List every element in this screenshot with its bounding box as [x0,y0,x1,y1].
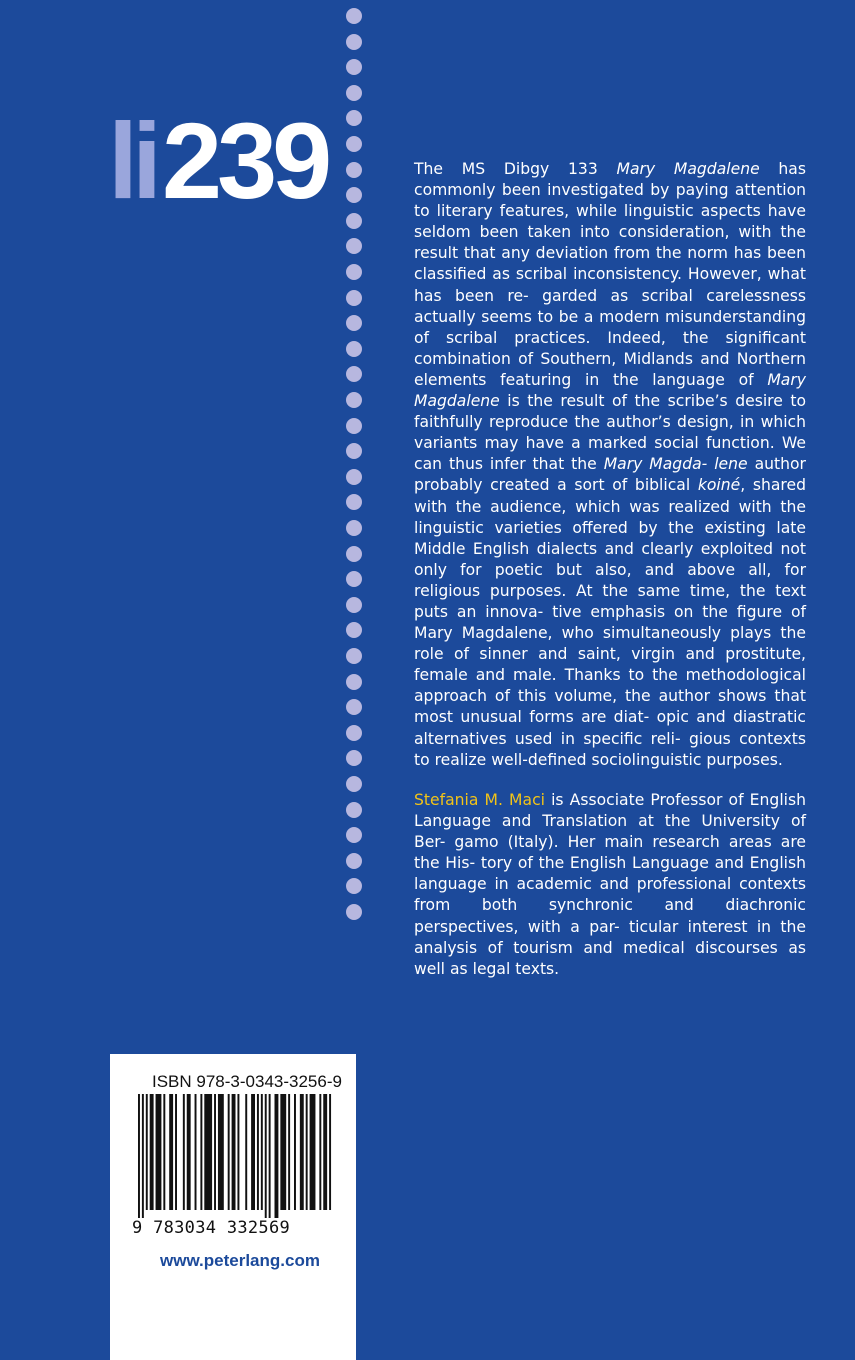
decorative-dot [346,699,362,715]
barcode-bar [288,1094,290,1210]
decorative-dot [346,904,362,920]
series-logo-prefix: li [108,100,157,221]
decorative-dot [346,802,362,818]
barcode-bar [319,1094,321,1210]
barcode-bar [306,1094,308,1210]
decorative-dot [346,878,362,894]
barcode-panel [110,1054,356,1360]
barcode-bar [261,1094,263,1210]
barcode-bar [329,1094,331,1210]
decorative-dot [346,443,362,459]
barcode-bar [214,1094,216,1210]
barcode-bar [218,1094,224,1210]
decorative-dot [346,85,362,101]
dotted-column-decoration [346,8,364,918]
decorative-dot [346,8,362,24]
decorative-dot [346,366,362,382]
decorative-dot [346,136,362,152]
barcode-bar [150,1094,154,1210]
barcode-bar [310,1094,316,1210]
barcode-bar [300,1094,304,1210]
decorative-dot [346,392,362,408]
decorative-dot [346,418,362,434]
barcode-bar [169,1094,173,1210]
barcode-bar [237,1094,239,1210]
publisher-url[interactable]: www.peterlang.com [160,1251,320,1270]
author-bio [414,790,806,980]
decorative-dot [346,110,362,126]
decorative-dot [346,34,362,50]
decorative-dot [346,648,362,664]
decorative-dot [346,341,362,357]
abstract-italic-segment: Mary Magdalene [616,160,760,178]
decorative-dot [346,725,362,741]
decorative-dot [346,187,362,203]
barcode-bar [146,1094,148,1210]
decorative-dot [346,750,362,766]
barcode-bar [142,1094,144,1218]
barcode-bar [187,1094,191,1210]
barcode-bars [136,1094,332,1218]
decorative-dot [346,315,362,331]
decorative-dot [346,853,362,869]
abstract-italic-segment: Mary Magdalene [414,370,806,411]
barcode-bar [245,1094,247,1210]
decorative-dot [346,59,362,75]
abstract-segment: author probably created a sort of biblical [414,455,806,495]
isbn-label: ISBN 978-3-0343-3256-9 [152,1072,342,1091]
barcode-bar [280,1094,286,1210]
abstract-segment: is the result of the scribe’s desire to faithfully reproduce the author’s design, in which variants may have a marked social function. We can thus infer that the [414,392,806,474]
abstract-text [414,159,806,771]
barcode-bar [228,1094,230,1210]
series-logo [108,100,328,221]
barcode-bar [200,1094,202,1210]
abstract-segment: has commonly been investigated by paying attention to literary features, while linguistic aspects have seldom been taken into consideration, with the result that any deviation from the norm has been classified as scribal inconsistency. However, what has been re- garded as scribal carelessness actually seems to be a modern misunderstanding of scribal practices. Indeed, the significant combination of Southern, Midlands and Northern elements featuring in the language of [414,160,806,389]
barcode-bar [269,1094,271,1218]
decorative-dot [346,162,362,178]
barcode-bar [163,1094,165,1210]
decorative-dot [346,238,362,254]
decorative-dot [346,290,362,306]
decorative-dot [346,827,362,843]
decorative-dot [346,469,362,485]
decorative-dot [346,674,362,690]
decorative-dot [346,264,362,280]
barcode-bar [175,1094,177,1210]
barcode-digits: 9 783034 332569 [132,1218,291,1238]
barcode-bar [294,1094,296,1210]
decorative-dot [346,622,362,638]
author-bio-text: is Associate Professor of English Language and Translation at the University of Ber- gamo (Italy). Her main research areas are the His- tory of the English Language and English language in academic and professional contexts from both synchronic and diachronic perspectives, with a par- ticular interest in the analysis of tourism and medical discourses as well as legal texts. [414,791,806,978]
barcode-bar [257,1094,259,1210]
barcode-bar [195,1094,197,1210]
series-logo-number: 239 [162,100,328,221]
abstract-italic-segment: Mary Magda- lene [603,455,748,474]
barcode-bar [204,1094,212,1210]
decorative-dot [346,571,362,587]
barcode-bar [275,1094,279,1218]
abstract-segment: The MS Dibgy 133 [414,160,617,178]
author-name: Stefania M. Maci [414,791,545,809]
abstract-segment: , shared with the audience, which was realized with the linguistic varieties offered by the existing late Middle English dialects and clearly exploited not only for poetic but also, and above all, for religious purposes. At the same time, the text puts an innova- tive emphasis on the figure of Mary Magdalene, who simultaneously plays the role of sinner and saint, virgin and prostitute, female and male. Thanks to the methodological approach of this volume, the author shows that most unusual forms are diat- opic and diastratic alternatives used in specific reli- gious contexts to realize well-defined sociolinguistic purposes. [414,476,806,769]
decorative-dot [346,520,362,536]
decorative-dot [346,546,362,562]
barcode-bar [265,1094,267,1218]
decorative-dot [346,597,362,613]
barcode-bar [183,1094,185,1210]
decorative-dot [346,213,362,229]
barcode-bar [323,1094,327,1210]
barcode-bar [251,1094,255,1210]
decorative-dot [346,776,362,792]
barcode-bar [138,1094,140,1218]
barcode-bar [156,1094,162,1210]
barcode-bar [232,1094,236,1210]
abstract-italic-segment: koiné [697,476,741,495]
decorative-dot [346,494,362,510]
